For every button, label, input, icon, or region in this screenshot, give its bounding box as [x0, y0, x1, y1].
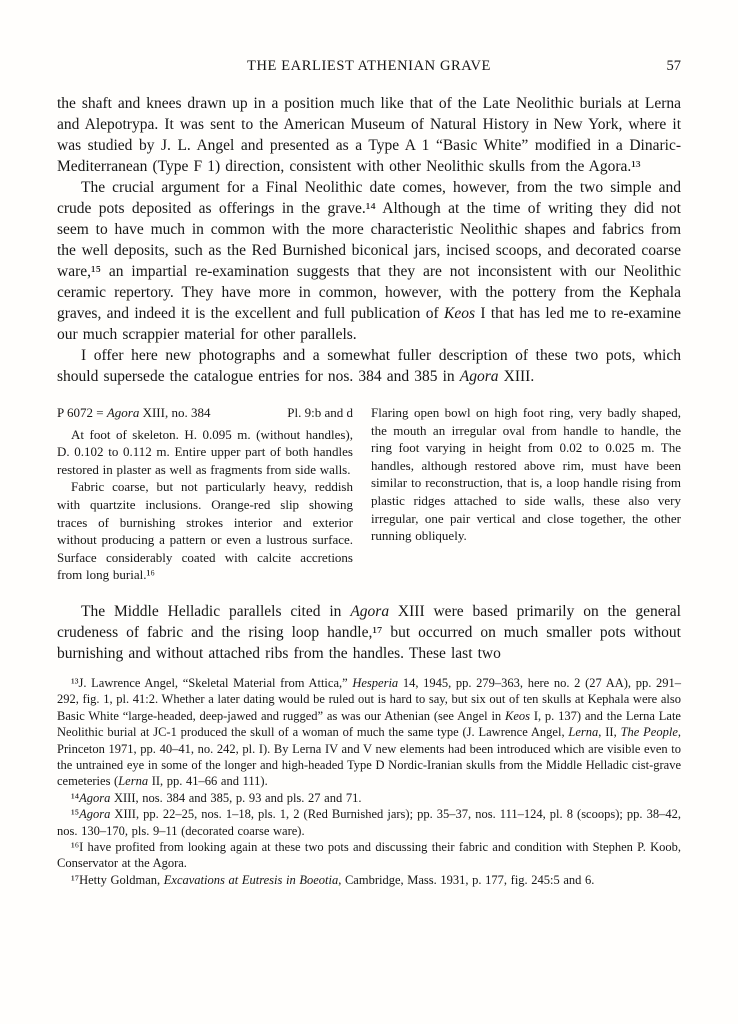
catalog-entry-heading: [57, 404, 353, 422]
catalog-fabric-paragraph: Fabric coarse, but not particularly heavy, reddish with quartzite inclusions. Orange-red slip showing traces of burnishing strokes interior and exterior without producing a pattern or even a lustrous surface. Surface considerably coated with calcite accretions from long burial.¹⁶: [57, 479, 353, 583]
catalog-shape-paragraph: Flaring open bowl on high foot ring, very badly shaped, the mouth an irregular oval from handle to handle, the ring foot varying in height from 0.02 to 0.025 m. The handles, although restored above rim, must have been similar to reconstruction, that is, a loop handle rising from plastic ridges attached to side walls, these also very irregular, one pair vertical and close together, the other running obliquely.: [371, 405, 681, 544]
closing-text: [57, 601, 681, 664]
footnote-13: ¹³J. Lawrence Angel, “Skeletal Material from Attica,” Hesperia 14, 1945, pp. 279–363, here no. 2 (27 AA), pp. 291–292, fig. 1, pl. 41:2. Whether a later dating would be ruled out is hard to say, but six out of ten skulls at Kephala were also Basic White “large-headed, deep-jawed and rugged” as was our Athenian (see Angel in Keos I, p. 137) and the Lerna Late Neolithic burial at JC-1 produced the skull of a woman of much the same type (J. Lawrence Angel, Lerna, II, The People, Princeton 1971, pp. 40–41, no. 242, pl. I). By Lerna IV and V new elements had been introduced which are visible even to the untrained eye in some of the longer and high-headed Type D Nordic-Iranian skulls from the Middle Helladic cist-grave cemeteries (Lerna II, pp. 41–66 and 111).: [57, 675, 682, 789]
catalog-entry-number: P 6072 = Agora XIII, no. 384: [57, 405, 211, 420]
catalog-right-column: [371, 404, 681, 584]
page-number: 57: [666, 58, 681, 74]
page-header: [57, 56, 681, 76]
running-title: THE EARLIEST ATHENIAN GRAVE: [246, 58, 492, 74]
main-text: [57, 93, 681, 387]
body-paragraph-3: I offer here new photographs and a somewhat fuller description of these two pots, which should supersede the catalogue entries for nos. 384 and 385 in Agora XIII.: [57, 347, 681, 385]
footnotes-section: [57, 675, 681, 888]
footnote-17: ¹⁷Hetty Goldman, Excavations at Eutresis in Boeotia, Cambridge, Mass. 1931, p. 177, fig. 245:5 and 6.: [71, 872, 595, 887]
footnote-16: ¹⁶I have profited from looking again at these two pots and discussing their fabric and condition with Stephen P. Koob, Conservator at the Agora.: [57, 840, 681, 871]
footnote-14: ¹⁴Agora XIII, nos. 384 and 385, p. 93 and pls. 27 and 71.: [71, 790, 362, 805]
footnote-15: ¹⁵Agora XIII, pp. 22–25, nos. 1–18, pls. 1, 2 (Red Burnished jars); pp. 35–37, nos. 111–124, pl. 8 (scoops); pp. 38–42, nos. 130–170, pls. 9–11 (decorated coarse ware).: [57, 807, 681, 838]
body-paragraph-1: the shaft and knees drawn up in a position much like that of the Late Neolithic burials at Lerna and Alepotrypa. It was sent to the American Museum of Natural History in New York, where it was studied by J. L. Angel and presented as a Type A 1 “Basic White” modified in a Dinaric-Mediterranean (Type F 1) direction, consistent with other Neolithic skulls from the Agora.¹³: [57, 95, 681, 175]
plate-reference: Pl. 9:b and d: [287, 405, 353, 420]
body-paragraph-2: The crucial argument for a Final Neolithic date comes, however, from the two simple and crude pots deposited as offerings in the grave.¹⁴ Although at the time of writing they did not seem to have much in common with the more characteristic Neolithic shapes and fabrics from the well deposits, such as the Red Burnished biconical jars, incised scoops, and decorated coarse ware,¹⁵ an impartial re-examination suggests that they are not inconsistent with our Neolithic ceramic repertory. They have more in common, however, with the pottery from the Kephala graves, and indeed it is the excellent and full publication of Keos I that has led me to re-examine our much scrappier material for other parallels.: [57, 179, 681, 343]
catalog-left-column: [57, 404, 353, 584]
body-paragraph-4: The Middle Helladic parallels cited in Agora XIII were based primarily on the general crudeness of fabric and the rising loop handle,¹⁷ but occurred on much smaller pots without burnishing and without attached ribs from the handles. These last two: [57, 602, 681, 662]
catalog-section: [57, 404, 681, 584]
catalog-findspot-paragraph: At foot of skeleton. H. 0.095 m. (without handles), D. 0.102 to 0.112 m. Entire upper part of both handles restored in plaster as well as fragments from side walls.: [57, 426, 353, 477]
